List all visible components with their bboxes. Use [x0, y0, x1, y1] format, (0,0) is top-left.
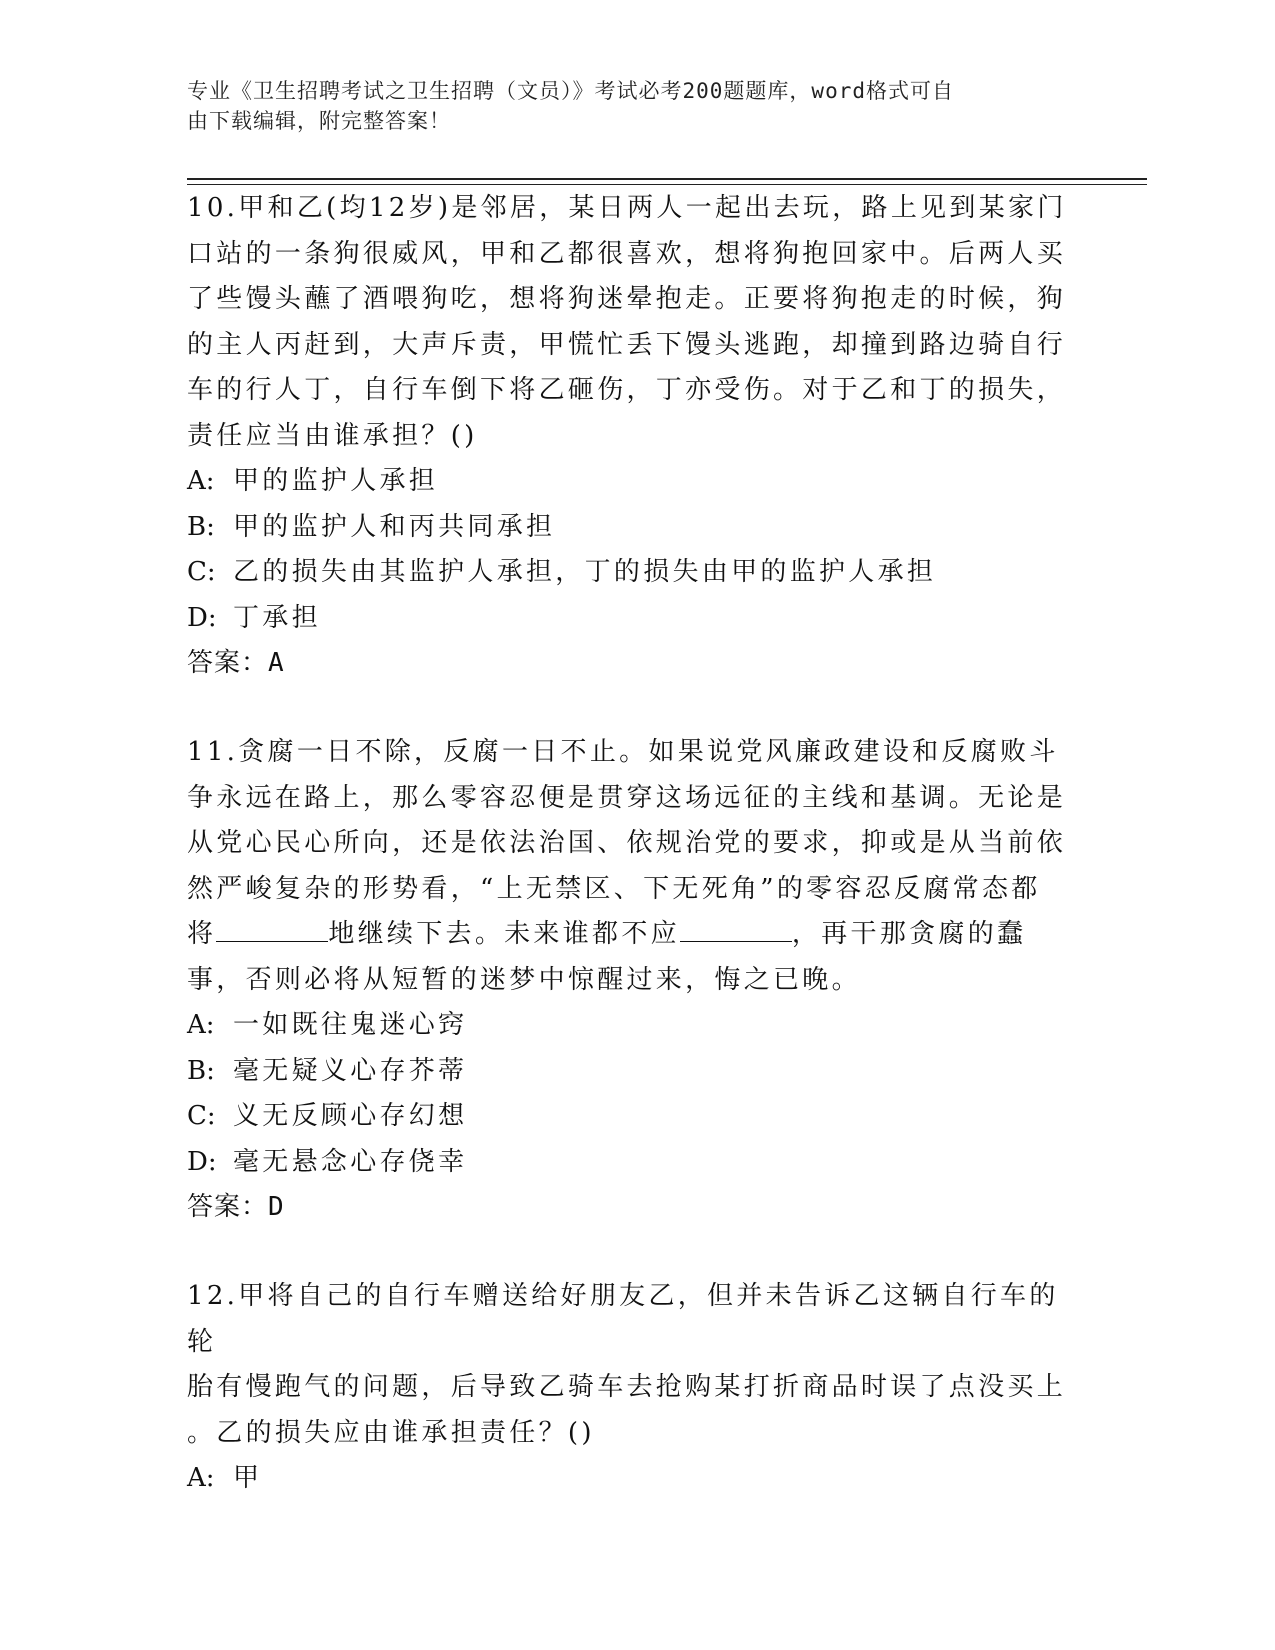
option-text: 一如既往鬼迷心窍 — [233, 1010, 468, 1040]
option-key: D: — [187, 1146, 217, 1177]
answer-blank-2 — [680, 917, 792, 942]
question-stem-line-2: 胎有慢跑气的问题，后导致乙骑车去抢购某打折商品时误了点没买上 — [187, 1372, 1067, 1402]
option-key: A: — [187, 466, 215, 496]
option-text: 甲的监护人和丙共同承担 — [233, 511, 556, 542]
question-stem-part-2: 地继续下去。未来谁都不应 — [328, 919, 680, 949]
header-title-line-1: 专业《卫生招聘考试之卫生招聘（文员）》考试必考200题题库，word格式可自 — [187, 79, 954, 103]
option-key: A: — [187, 1010, 215, 1040]
option-key: C: — [187, 557, 216, 587]
question-stem-part-3: ，再干那贪腐的蠢事，否则必将从短暂的迷梦中惊醒过来，悔之已晚。 — [187, 919, 1027, 995]
option-a — [187, 1003, 1067, 1049]
answer-blank-1 — [216, 917, 328, 942]
option-c — [187, 1094, 1067, 1140]
question-stem-line-3: 。乙的损失应由谁承担责任？() — [187, 1417, 595, 1448]
option-text: 义无反顾心存幻想 — [233, 1101, 468, 1131]
option-a — [187, 459, 1067, 505]
option-key: C: — [187, 1101, 216, 1131]
document-header — [187, 76, 1067, 136]
option-text: 乙的损失由其监护人承担，丁的损失由甲的监护人承担 — [233, 557, 937, 587]
answer-line: 答案：D — [187, 1192, 285, 1222]
header-title-line-2: 由下载编辑，附完整答案！ — [187, 109, 451, 133]
question-stem: 10.甲和乙(均12岁)是邻居，某日两人一起出去玩，路上见到某家门口站的一条狗很威风，甲和乙都很喜欢，想将狗抱回家中。后两人买了些馒头蘸了酒喂狗吃，想将狗迷晕抱走。正要将狗抱走的时候，狗的主人丙赶到，大声斥责，甲慌忙丢下馒头逃跑，却撞到路边骑自行车的行人丁，自行车倒下将乙砸伤，丁亦受伤。对于乙和丁的损失，责任应当由谁承担？() — [187, 193, 1067, 451]
header-rule-thin — [187, 184, 1147, 185]
option-text: 甲 — [233, 1463, 263, 1493]
option-text: 毫无疑义心存芥蒂 — [233, 1055, 468, 1086]
question-stem-line-1: 12.甲将自己的自行车赠送给好朋友乙，但并未告诉乙这辆自行车的轮 — [187, 1281, 1059, 1357]
option-b — [187, 505, 1067, 551]
question-stem — [187, 730, 1067, 1003]
option-key: B: — [187, 511, 215, 542]
option-d — [187, 596, 1067, 642]
option-b — [187, 1049, 1067, 1095]
option-d — [187, 1140, 1067, 1186]
option-key: B: — [187, 1055, 215, 1086]
question-12 — [187, 1274, 1067, 1502]
option-text: 甲的监护人承担 — [233, 466, 439, 496]
question-stem-part-1: 11.贪腐一日不除，反腐一日不止。如果说党风廉政建设和反腐败斗争永远在路上，那么零容忍便是贯穿这场远征的主线和基调。无论是从党心民心所向，还是依法治国、依规治党的要求，抑或是从当前依然严峻复杂的形势看，“上无禁区、下无死角”的零容忍反腐常态都将 — [187, 737, 1067, 949]
option-c — [187, 550, 1067, 596]
option-key: A: — [187, 1463, 215, 1493]
option-a — [187, 1456, 1067, 1502]
question-11 — [187, 730, 1067, 1231]
option-key: D: — [187, 602, 217, 633]
option-text: 丁承担 — [233, 602, 321, 633]
header-rule — [187, 178, 1147, 180]
option-text: 毫无悬念心存侥幸 — [233, 1146, 468, 1177]
question-10 — [187, 186, 1067, 687]
question-stem — [187, 1274, 1067, 1456]
answer-line: 答案：A — [187, 648, 285, 678]
